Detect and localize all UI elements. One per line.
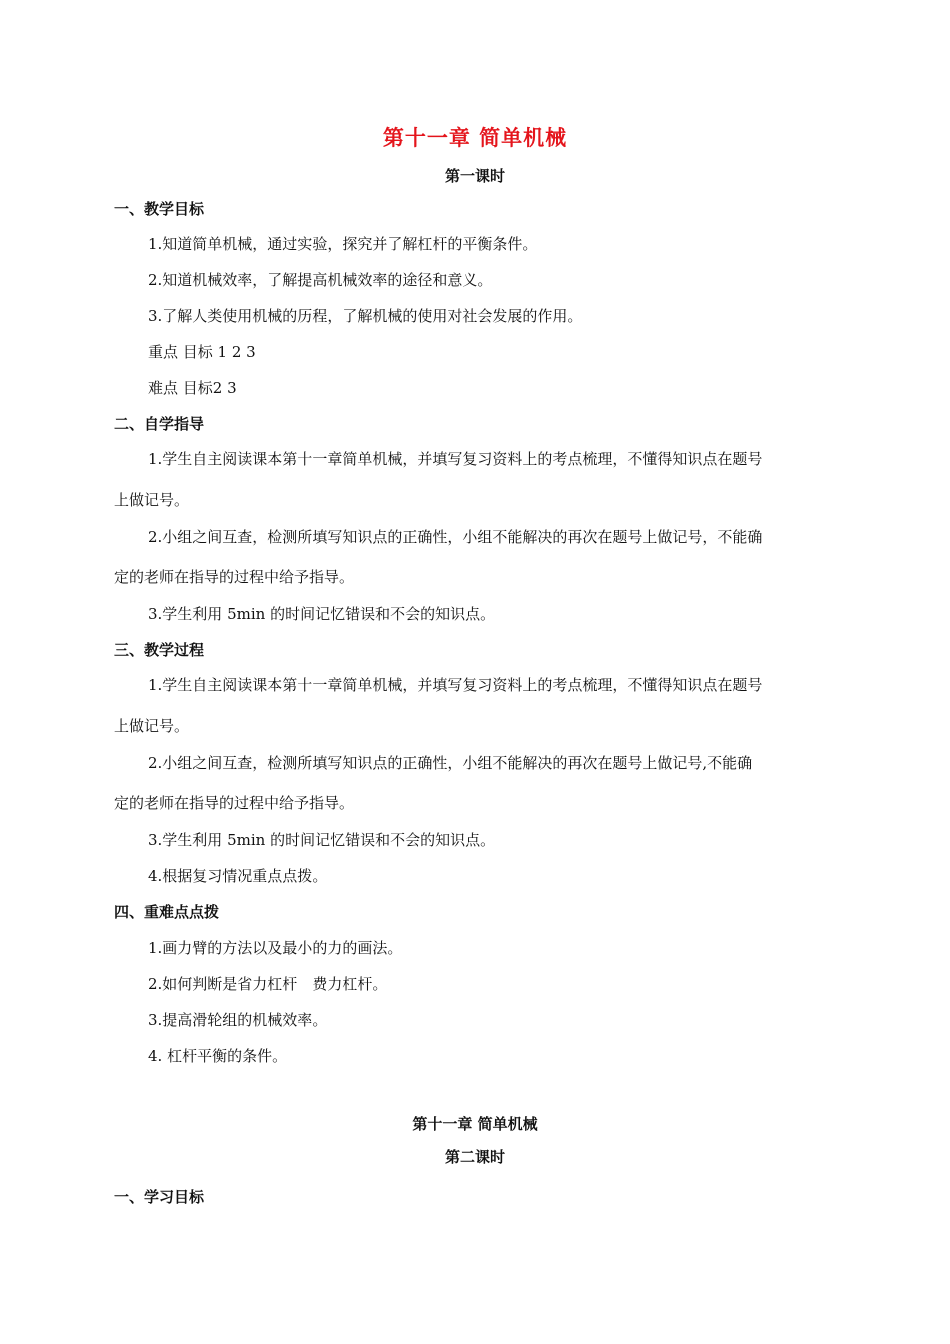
- section-heading: 二、自学指导: [114, 415, 205, 433]
- paragraph: 2.如何判断是省力杠杆 费力杠杆。: [148, 975, 388, 993]
- paragraph: 1.学生自主阅读课本第十一章简单机械，并填写复习资料上的考点梳理，不懂得知识点在题号: [148, 676, 763, 694]
- paragraph: 2.知道机械效率，了解提高机械效率的途径和意义。: [148, 271, 493, 289]
- paragraph: 定的老师在指导的过程中给予指导。: [114, 794, 355, 812]
- lesson-title: 第一课时: [444, 167, 505, 185]
- paragraph: 2.小组之间互查，检测所填写知识点的正确性，小组不能解决的再次在题号上做记号，不能确: [148, 528, 763, 546]
- paragraph: 4.根据复习情况重点点拨。: [148, 867, 328, 885]
- paragraph: 3.了解人类使用机械的历程，了解机械的使用对社会发展的作用。: [148, 307, 583, 325]
- paragraph: 1.画力臂的方法以及最小的力的画法。: [148, 939, 403, 957]
- paragraph: 上做记号。: [114, 491, 190, 509]
- chapter-title-2: 第十一章 简单机械: [412, 1115, 538, 1133]
- paragraph: 3.学生利用 5min 的时间记忆错误和不会的知识点。: [148, 831, 496, 849]
- section-heading: 三、教学过程: [114, 641, 205, 659]
- paragraph: 上做记号。: [114, 717, 190, 735]
- paragraph: 4. 杠杆平衡的条件。: [148, 1047, 288, 1065]
- paragraph: 2.小组之间互查，检测所填写知识点的正确性，小组不能解决的再次在题号上做记号,不能确: [148, 754, 753, 772]
- paragraph: 定的老师在指导的过程中给予指导。: [114, 568, 355, 586]
- paragraph: 重点 目标 1 2 3: [148, 343, 256, 361]
- paragraph: 1.知道简单机械，通过实验，探究并了解杠杆的平衡条件。: [148, 235, 538, 253]
- section-heading: 一、学习目标: [114, 1188, 205, 1206]
- paragraph: 1.学生自主阅读课本第十一章简单机械，并填写复习资料上的考点梳理，不懂得知识点在题号: [148, 450, 763, 468]
- section-heading: 四、重难点点拨: [114, 903, 220, 921]
- lesson-title-2: 第二课时: [444, 1148, 505, 1166]
- section-heading: 一、教学目标: [114, 200, 205, 218]
- paragraph: 3.提高滑轮组的机械效率。: [148, 1011, 328, 1029]
- paragraph: 难点 目标2 3: [148, 379, 237, 397]
- paragraph: 3.学生利用 5min 的时间记忆错误和不会的知识点。: [148, 605, 496, 623]
- chapter-title: 第十一章 简单机械: [382, 126, 568, 150]
